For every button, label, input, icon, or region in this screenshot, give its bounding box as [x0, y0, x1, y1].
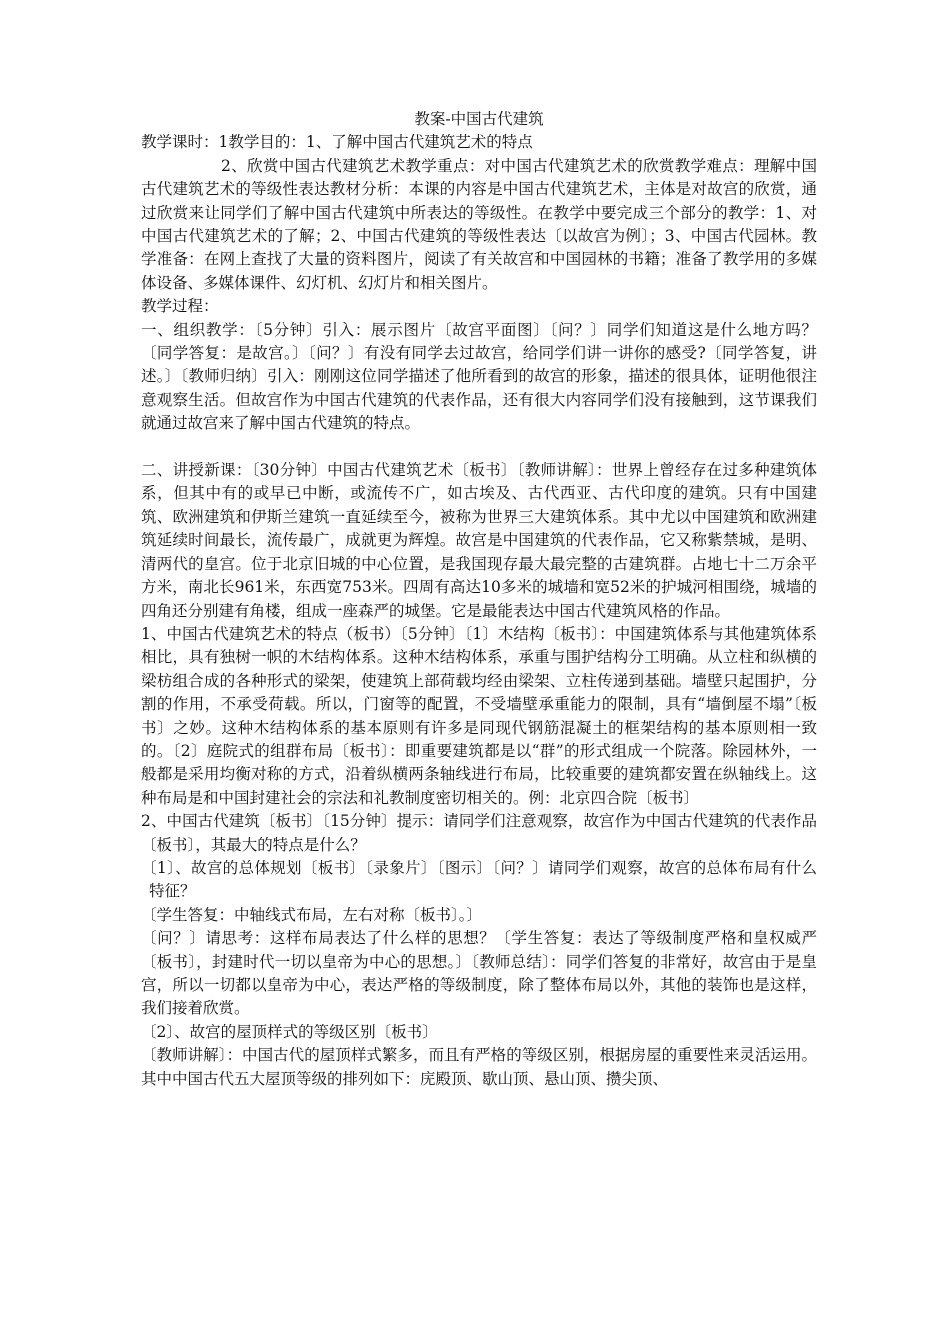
think-question-paragraph: 〔问？〕请思考：这样布局表达了什么样的思想？〔学生答复：表达了等级制度严格和皇权威严〔板书〕，封建时代一切以皇帝为中心的思想。〕〔教师总结〕：同学们答复的非常好，故宫由于是皇宫，所以一切都以皇帝为中心，表达严格的等级制度，除了整体布局以外，其他的装饰也是这样，我们接着欣赏。	[141, 929, 817, 1018]
student-answer-paragraph: 〔学生答复：中轴线式布局，左右对称〔板书〕。〕	[141, 905, 483, 924]
roof-style-heading: 〔2〕、故宫的屋顶样式的等级区别〔板书〕	[141, 1022, 438, 1041]
teacher-explanation-paragraph: 〔教师讲解〕：中国古代的屋顶样式繁多，而且有严格的等级区别，根据房屋的重要性来灵活运用。其中中国古代五大屋顶等级的排列如下：庑殿顶、歇山顶、悬山顶、攒尖顶、	[141, 1046, 817, 1088]
architecture-features-paragraph: 1、中国古代建筑艺术的特点（板书）〔5分钟〕〔1〕木结构〔板书〕：中国建筑体系与其他建筑体系相比，具有独树一帜的木结构体系。这种木结构体系，承重与围护结构分工明确。从立柱和纵横的梁枋组合成的各种形式的梁架，使建筑上部荷载均经由梁架、立柱传递到基础。墙壁只起围护，分割的作用，不承受荷载。所以，门窗等的配置，不受墙壁承重能力的限制，具有“墙倒屋不塌”〔板书〕之妙。这种木结构体系的基本原则有许多是同现代钢筋混凝土的框架结构的基本原则相一致的。〔2〕庭院式的组群布局〔板书〕：即重要建筑都是以“群”的形式组成一个院落。除园林外，一般都是采用均衡对称的方式，沿着纵横两条轴线进行布局，比较重要的建筑都安置在纵轴线上。这种布局是和中国封建社会的宗法和礼教制度密切相关的。例：北京四合院〔板书〕	[141, 624, 817, 807]
document-title: 教案-中国古代建筑	[414, 110, 544, 128]
teaching-process-heading: 教学过程：	[141, 297, 219, 316]
teaching-focus-paragraph: 2、欣赏中国古代建筑艺术教学重点：对中国古代建筑艺术的欣赏教学难点：理解中国古代建筑艺术的等级性表达教材分析：本课的内容是中国古代建筑艺术，主体是对故宫的欣赏，通过欣赏来让同学们了解中国古代建筑中所表达的等级性。在教学中要完成三个部分的教学：1、对中国古代建筑艺术的了解；2、中国古代建筑的等级性表达〔以故宫为例〕；3、中国古代园林。教学准备：在网上查找了大量的资料图片，阅读了有关故宫和中国园林的书籍；准备了教学用的多媒体设备、多媒体课件、幻灯机、幻灯片和相关图片。	[141, 156, 817, 292]
blank-line	[141, 436, 817, 459]
overall-plan-paragraph: 〔1〕、故宫的总体规划〔板书〕〔录象片〕〔图示〕〔问？〕请同学们观察，故宫的总体布局有什么特征？	[141, 858, 817, 901]
lesson-hours-paragraph: 教学课时：1教学目的：1、了解中国古代建筑艺术的特点	[141, 133, 533, 152]
palace-prompt-paragraph: 2、中国古代建筑〔板书〕〔15分钟〕提示：请同学们注意观察，故宫作为中国古代建筑的代表作品〔板书〕，其最大的特点是什么？	[141, 812, 817, 854]
section-one-paragraph: 一、组织教学：〔5分钟〕引入：展示图片〔故宫平面图〕〔问？〕同学们知道这是什么地方吗？〔同学答复：是故宫。〕〔问？〕有没有同学去过故宫，给同学们讲一讲你的感受?〔同学答复，讲述。〕〔教师归纳〕引入：刚刚这位同学描述了他所看到的故宫的形象，描述的很具体，证明他很注意观察生活。但故宫作为中国古代建筑的代表作品，还有很大内容同学们没有接触到，这节课我们就通过故宫来了解中国古代建筑的特点。	[141, 320, 817, 433]
document-page	[141, 108, 817, 1091]
section-two-paragraph: 二、讲授新课：〔30分钟〕中国古代建筑艺术〔板书〕〔教师讲解〕：世界上曾经存在过多种建筑体系，但其中有的或早已中断，或流传不广，如古埃及、古代西亚、古代印度的建筑。只有中国建筑、欧洲建筑和伊斯兰建筑一直延续至今，被称为世界三大建筑体系。其中尤以中国建筑和欧洲建筑延续时间最长，流传最广，成就更为辉煌。故宫是中国建筑的代表作品，它又称紫禁城，是明、清两代的皇宫。位于北京旧城的中心位置，是我国现存最大最完整的古建筑群。占地七十二万余平方米，南北长961米，东西宽753米。四周有高达10多米的城墙和宽52米的护城河相围绕，城墙的四角还分别建有角楼，组成一座森严的城堡。它是最能表达中国古代建筑风格的作品。	[141, 461, 817, 620]
